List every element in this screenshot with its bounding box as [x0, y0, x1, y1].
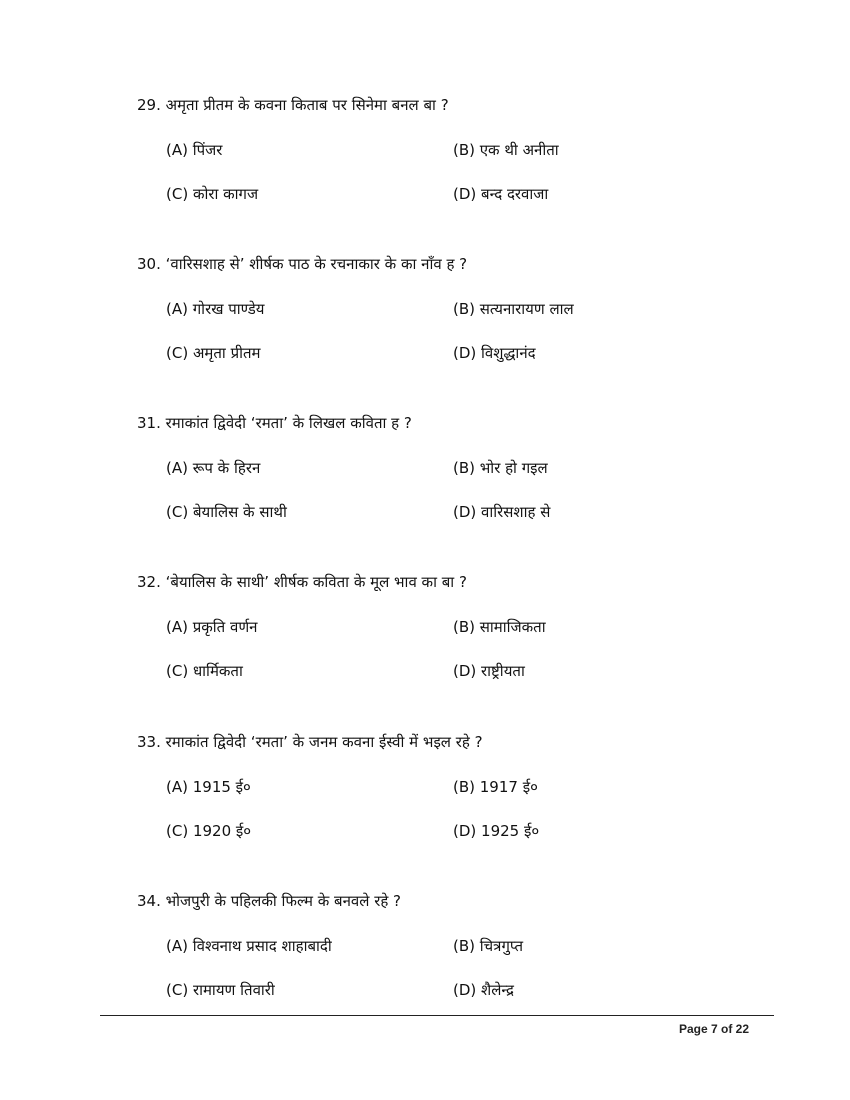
q34-option-a: (A) विश्वनाथ प्रसाद शाहाबादी: [166, 937, 332, 955]
q29-option-b: (B) एक थी अनीता: [453, 141, 559, 159]
question-29: 29. अमृता प्रीतम के कवना किताब पर सिनेमा बनल बा ?: [137, 96, 449, 114]
page-number: Page 7 of 22: [678, 1022, 749, 1036]
q31-option-c: (C) बेयालिस के साथी: [166, 503, 287, 521]
q29-option-a: (A) पिंजर: [166, 141, 223, 159]
q33-option-a: (A) 1915 ई०: [166, 778, 251, 796]
q34-option-d: (D) शैलेन्द्र: [453, 981, 514, 999]
q29-option-d: (D) बन्द दरवाजा: [453, 185, 549, 203]
q33-option-d: (D) 1925 ई०: [453, 822, 540, 840]
question-33: 33. रमाकांत द्विवेदी ‘रमता’ के जनम कवना ईस्वी में भइल रहे ?: [137, 733, 483, 751]
q34-option-b: (B) चित्रगुप्त: [453, 937, 524, 955]
question-31: 31. रमाकांत द्विवेदी ‘रमता’ के लिखल कविता ह ?: [137, 414, 412, 432]
q33-option-b: (B) 1917 ई०: [453, 778, 538, 796]
question-34: 34. भोजपुरी के पहिलकी फिल्म के बनवले रहे ?: [137, 892, 402, 910]
q30-option-d: (D) विशुद्धानंद: [453, 344, 536, 362]
q30-option-b: (B) सत्यनारायण लाल: [453, 300, 574, 318]
q34-option-c: (C) रामायण तिवारी: [166, 981, 275, 999]
q30-option-a: (A) गोरख पाण्डेय: [166, 300, 265, 318]
q32-option-c: (C) धार्मिकता: [166, 662, 243, 680]
q33-option-c: (C) 1920 ई०: [166, 822, 252, 840]
q32-option-d: (D) राष्ट्रीयता: [453, 662, 525, 680]
q31-option-a: (A) रूप के हिरन: [166, 459, 261, 477]
question-30: 30. ‘वारिसशाह से’ शीर्षक पाठ के रचनाकार के का नाँव ह ?: [137, 255, 468, 273]
footer-divider: [100, 1015, 774, 1016]
q31-option-d: (D) वारिसशाह से: [453, 503, 551, 521]
question-32: 32. ‘बेयालिस के साथी’ शीर्षक कविता के मूल भाव का बा ?: [137, 573, 467, 591]
q29-option-c: (C) कोरा कागज: [166, 185, 259, 203]
q32-option-a: (A) प्रकृति वर्णन: [166, 618, 258, 636]
q30-option-c: (C) अमृता प्रीतम: [166, 344, 261, 362]
q32-option-b: (B) सामाजिकता: [453, 618, 546, 636]
q31-option-b: (B) भोर हो गइल: [453, 459, 548, 477]
